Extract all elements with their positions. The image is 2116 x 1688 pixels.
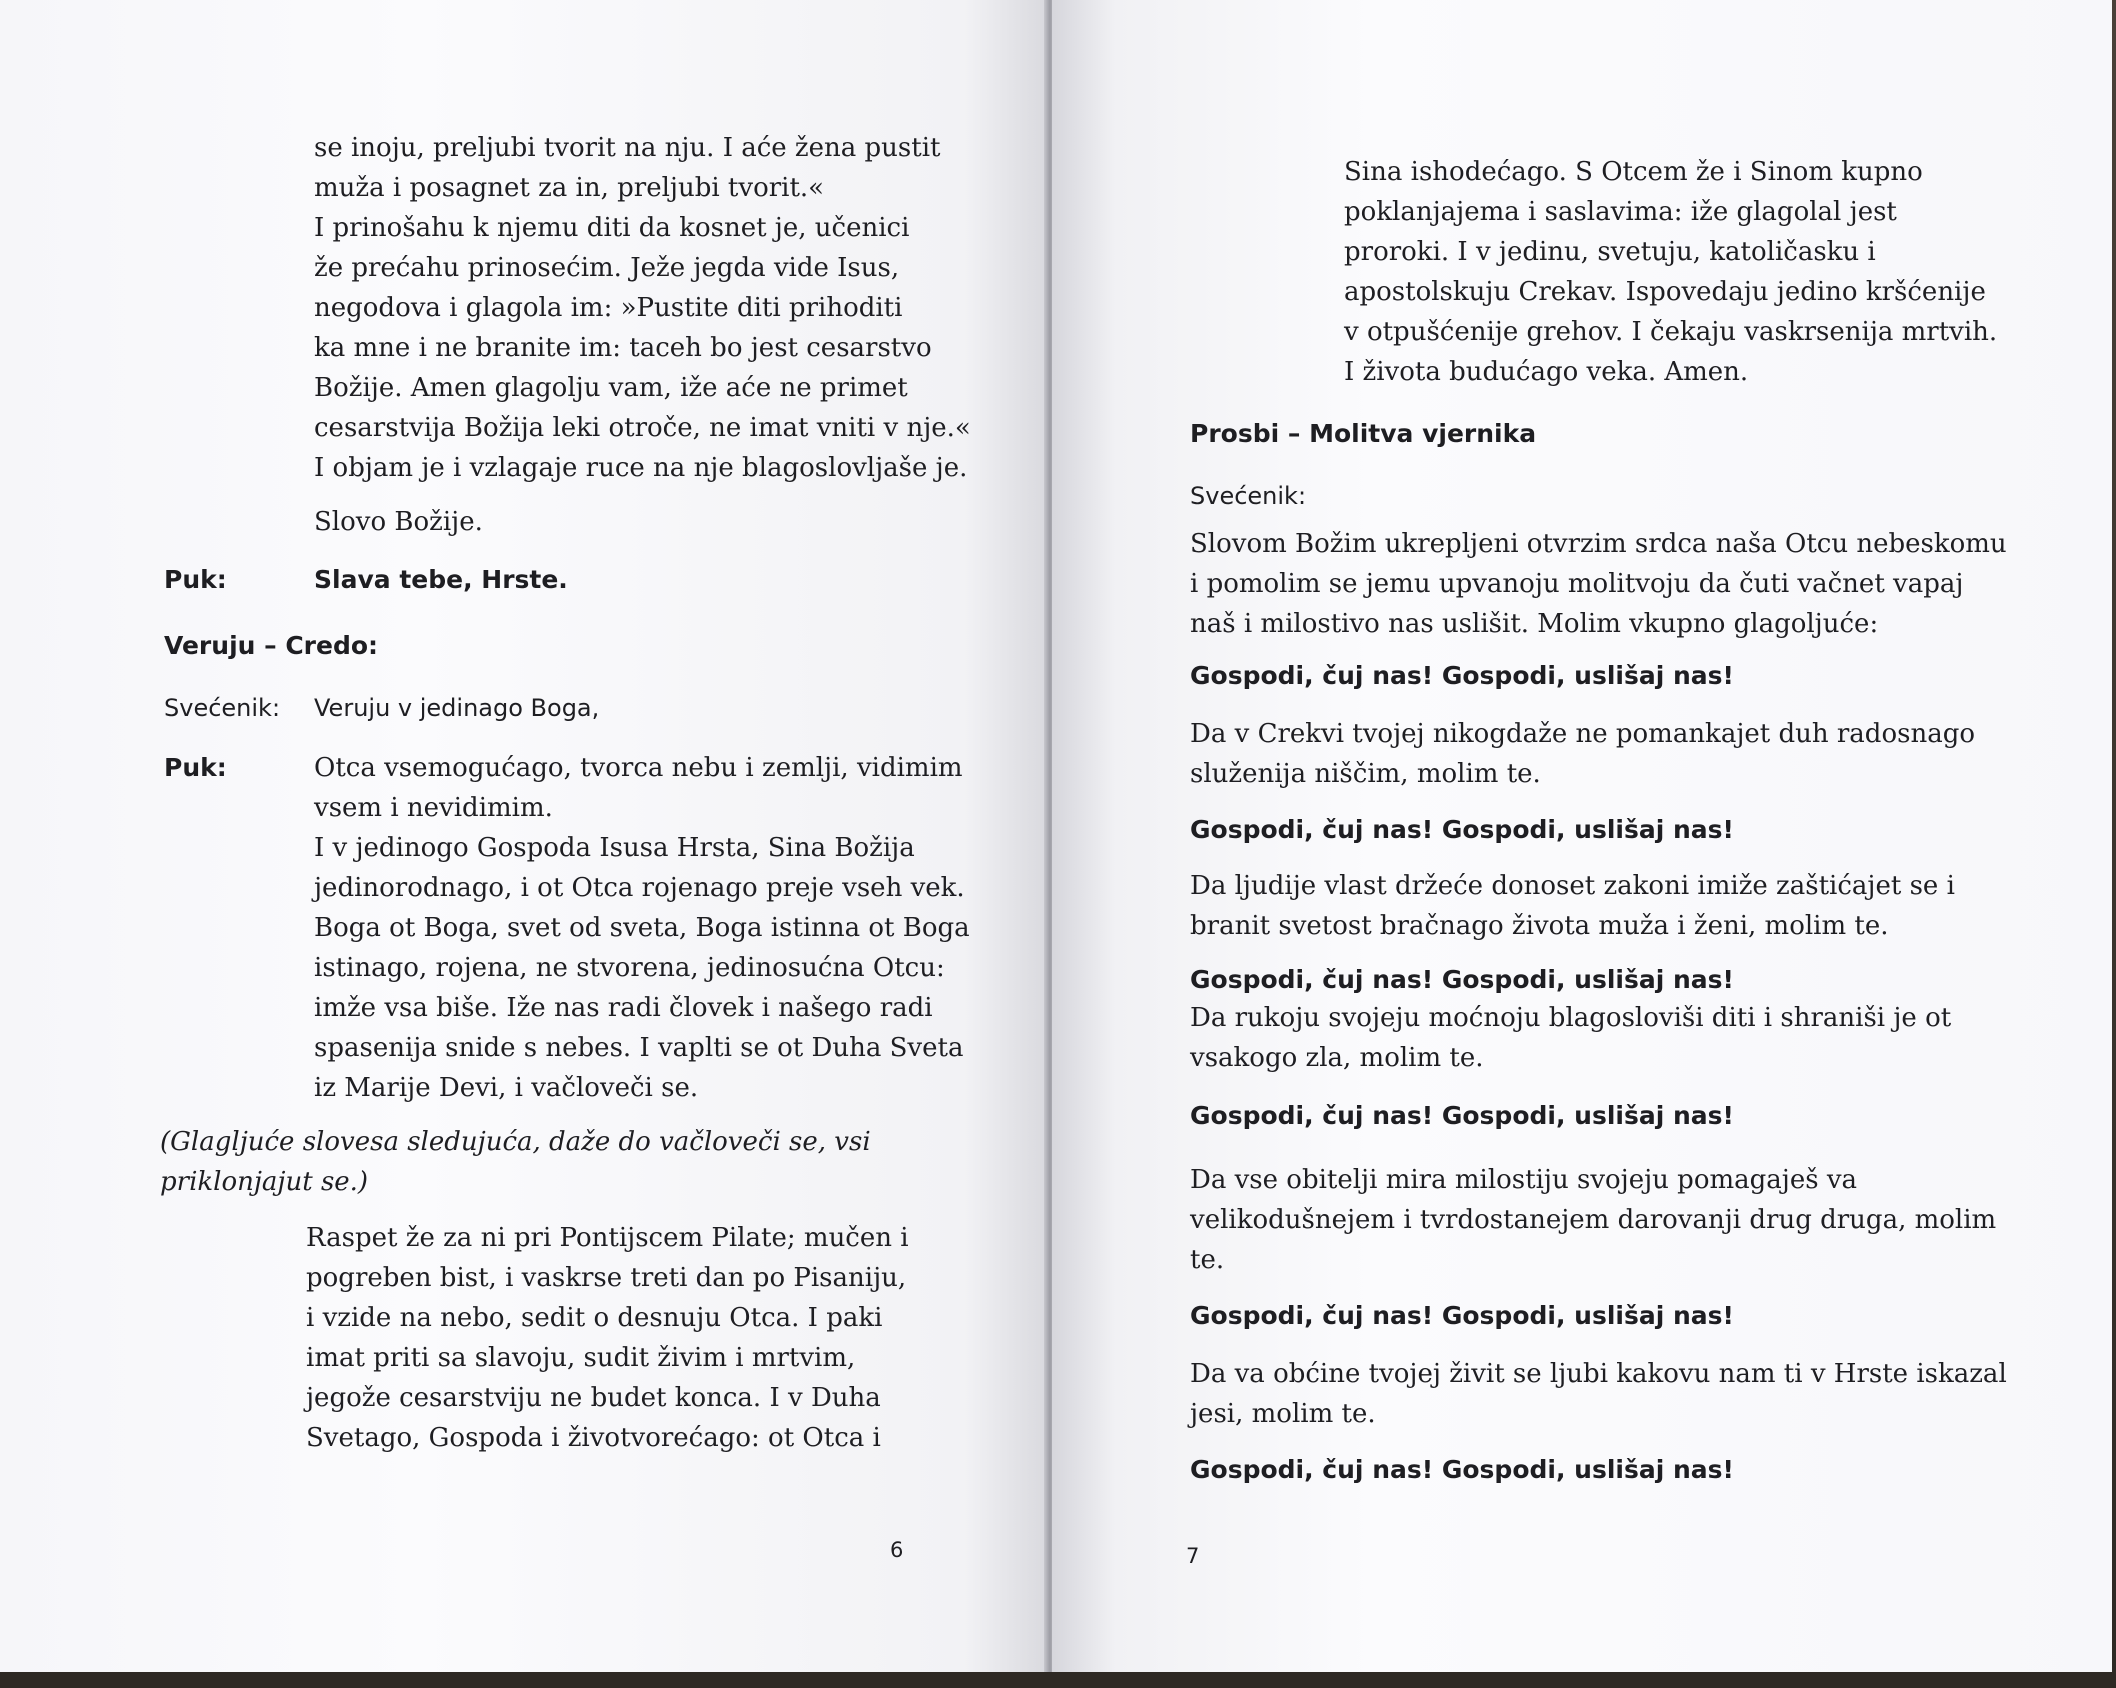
speaker-label-svecenik: Svećenik: [164, 694, 281, 722]
text-line: proroki. I v jedinu, svetuju, katoličasku i [1344, 237, 1876, 267]
rubric-line: priklonjajut se.) [160, 1167, 369, 1197]
credo-line: spasenija snide s nebes. I vaplti se ot Duha Sveta [314, 1033, 964, 1063]
text-line: cesarstvija Božija leki otroče, ne imat vniti v nje.« [314, 413, 971, 443]
petition-line: branit svetost bračnago života muža i ženi, molim te. [1190, 911, 1889, 941]
slovo-bozije: Slovo Božije. [314, 507, 483, 537]
petition-line: vsakogo zla, molim te. [1190, 1043, 1484, 1073]
speaker-label-svecenik: Svećenik: [1190, 482, 1307, 510]
speaker-label-puk: Puk: [164, 753, 227, 782]
credo-line: imže vsa biše. Iže nas radi človek i našego radi [314, 993, 933, 1023]
credo-line: vsem i nevidimim. [314, 793, 553, 823]
credo-line: Boga ot Boga, svet od sveta, Boga istinna ot Boga [314, 913, 970, 943]
petition-line: velikodušnejem i tvrdostanejem darovanji drug druga, molim [1190, 1205, 1997, 1235]
response-line: Gospodi, čuj nas! Gospodi, uslišaj nas! [1190, 1101, 1734, 1130]
text-line: Božije. Amen glagolju vam, iže aće ne primet [314, 373, 908, 403]
petition-line: te. [1190, 1245, 1225, 1275]
petition-line: Da vse obitelji mira milostiju svojeju pomagaješ va [1190, 1165, 1858, 1195]
text-line: že prećahu prinosećim. Ježe jegda vide Isus, [314, 253, 900, 283]
response-line: Gospodi, čuj nas! Gospodi, uslišaj nas! [1190, 815, 1734, 844]
response-line: Gospodi, čuj nas! Gospodi, uslišaj nas! [1190, 965, 1734, 994]
text-line: I objam je i vzlagaje ruce na nje blagoslovljaše je. [314, 453, 968, 483]
credo-line: imat priti sa slavoju, sudit živim i mrtvim, [306, 1343, 856, 1373]
text-line: apostolskuju Crekav. Ispovedaju jedino kršćenije [1344, 277, 1986, 307]
svecenik-line: Veruju v jedinago Boga, [314, 694, 600, 722]
text-line: v otpušćenije grehov. I čekaju vaskrsenija mrtvih. [1344, 317, 1998, 347]
petition-line: Da va obćine tvojej živit se ljubi kakovu nam ti v Hrste iskazal [1190, 1359, 2007, 1389]
intro-line: i pomolim se jemu upvanoju molitvoju da čuti vačnet vapaj [1190, 569, 1964, 599]
credo-line: i vzide na nebo, sedit o desnuju Otca. I paki [306, 1303, 883, 1333]
petition-line: služenija niščim, molim te. [1190, 759, 1541, 789]
text-line: I prinošahu k njemu diti da kosnet je, učenici [314, 213, 910, 243]
credo-line: Otca vsemogućago, tvorca nebu i zemlji, vidimim [314, 753, 963, 783]
text-line: ka mne i ne branite im: taceh bo jest cesarstvo [314, 333, 932, 363]
petition-line: jesi, molim te. [1190, 1399, 1376, 1429]
intro-line: naš i milostivo nas uslišit. Molim vkupno glagoljuće: [1190, 609, 1879, 639]
text-line: negodova i glagola im: »Pustite diti prihoditi [314, 293, 903, 323]
text-line: se inoju, preljubi tvorit na nju. I aće žena pustit [314, 133, 941, 163]
intro-line: Slovom Božim ukrepljeni otvrzim srdca naša Otcu nebeskomu [1190, 529, 2007, 559]
petition-line: Da ljudije vlast držeće donoset zakoni imiže zaštićajet se i [1190, 871, 1955, 901]
credo-line: Raspet že za ni pri Pontijscem Pilate; mučen i [306, 1223, 909, 1253]
credo-line: Svetago, Gospoda i životvorećago: ot Otca i [306, 1423, 881, 1453]
text-line: Sina ishodećago. S Otcem že i Sinom kupno [1344, 157, 1923, 187]
puk-response: Slava tebe, Hrste. [314, 565, 568, 594]
response-line: Gospodi, čuj nas! Gospodi, uslišaj nas! [1190, 661, 1734, 690]
response-line: Gospodi, čuj nas! Gospodi, uslišaj nas! [1190, 1455, 1734, 1484]
text-line: poklanjajema i saslavima: iže glagolal jest [1344, 197, 1897, 227]
credo-line: jedinorodnago, i ot Otca rojenago preje vseh vek. [314, 873, 965, 903]
left-page [0, 0, 1048, 1672]
section-heading-credo: Veruju – Credo: [164, 631, 379, 660]
section-heading-prosbi: Prosbi – Molitva vjernika [1190, 419, 1537, 448]
credo-line: pogreben bist, i vaskrse treti dan po Pisaniju, [306, 1263, 907, 1293]
rubric-line: (Glagljuće slovesa sledujuća, daže do vačloveči se, vsi [160, 1127, 871, 1157]
credo-line: istinago, rojena, ne stvorena, jedinosućna Otcu: [314, 953, 945, 983]
text-line: muža i posagnet za in, preljubi tvorit.« [314, 173, 825, 203]
right-page [1052, 0, 2112, 1672]
text-line: I života budućago veka. Amen. [1344, 357, 1749, 387]
credo-line: I v jedinogo Gospoda Isusa Hrsta, Sina Božija [314, 833, 915, 863]
response-line: Gospodi, čuj nas! Gospodi, uslišaj nas! [1190, 1301, 1734, 1330]
petition-line: Da rukoju svojeju moćnoju blagosloviši diti i shraniši je ot [1190, 1003, 1952, 1033]
page-number: 7 [1186, 1544, 1200, 1568]
petition-line: Da v Crekvi tvojej nikogdaže ne pomankajet duh radosnago [1190, 719, 1975, 749]
credo-line: jegože cesarstviju ne budet konca. I v Duha [306, 1383, 881, 1413]
speaker-label-puk: Puk: [164, 565, 227, 594]
page-number: 6 [890, 1538, 904, 1562]
credo-line: iz Marije Devi, i vačloveči se. [314, 1073, 699, 1103]
